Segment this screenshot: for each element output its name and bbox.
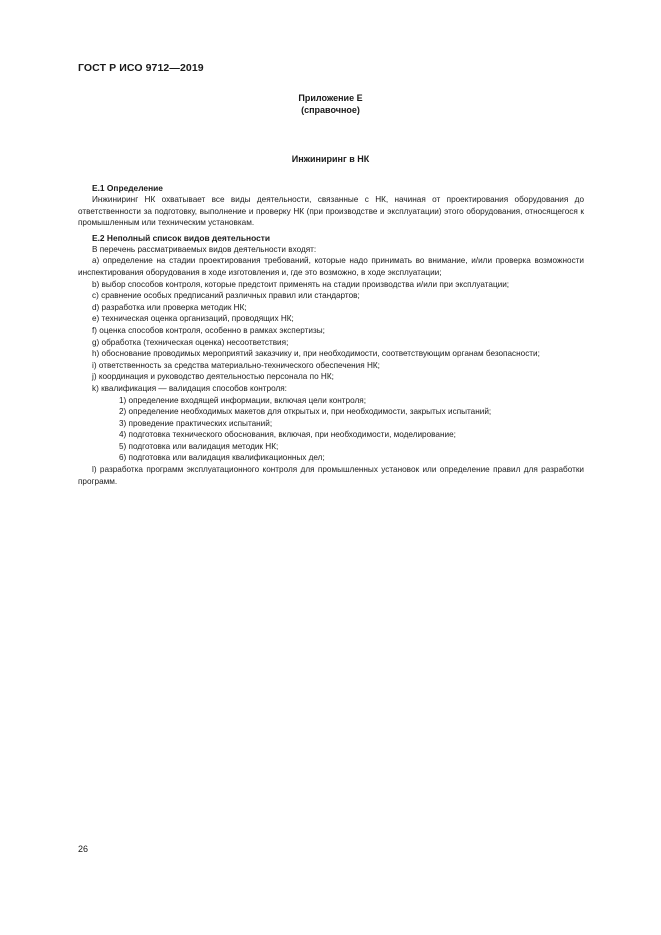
list-item: l) разработка программ эксплуатационного контроля для промышленных установок или определение правил для разработки программ. — [78, 465, 584, 486]
list-item: f) оценка способов контроля, особенно в рамках экспертизы; — [92, 325, 325, 335]
sub-list-item: 6) подготовка или валидация квалификационных дел; — [119, 453, 325, 463]
list-item: h) обоснование проводимых мероприятий заказчику и, при необходимости, соответствующим органам безопасности; — [92, 349, 540, 359]
section-e1-paragraph: Инжиниринг НК охватывает все виды деятельности, связанные с НК, начиная от проектирования оборудования до ответственности за подготовку, выполнение и проверку НК (при производстве и эксплуатации) этого оборудования, относящегося к промышленным или техническим установкам. — [78, 195, 584, 228]
document-header: ГОСТ Р ИСО 9712—2019 — [78, 62, 204, 74]
list-item: j) координация и руководство деятельностью персонала по НК; — [92, 372, 334, 382]
sub-list-item: 3) проведение практических испытаний; — [119, 418, 273, 428]
list-item: b) выбор способов контроля, которые предстоит применять на стадии производства и/или при эксплуатации; — [92, 279, 510, 289]
list-item: i) ответственность за средства материально-технического обеспечения НК; — [92, 360, 380, 370]
list-item: g) обработка (техническая оценка) несоответствия; — [92, 337, 289, 347]
sub-list-item: 5) подготовка или валидация методик НК; — [119, 441, 279, 451]
section-e2-heading: Е.2 Неполный список видов деятельности — [92, 232, 270, 243]
section-title: Инжиниринг в НК — [291, 154, 370, 164]
list-item: d) разработка или проверка методик НК; — [92, 302, 247, 312]
section-e1-heading: Е.1 Определение — [92, 183, 163, 193]
list-item: a) определение на стадии проектирования требований, которые надо принимать во внимание, и/или проверка возможности инспектирования оборудования в ходе изготовления и, где это возможно, в ходе эксплуатации; — [78, 256, 584, 277]
appendix-subtitle: (справочное) — [301, 105, 360, 115]
list-item: e) техническая оценка организаций, проводящих НК; — [92, 314, 294, 324]
sub-list-item: 4) подготовка технического обоснования, включая, при необходимости, моделирование; — [119, 430, 456, 440]
list-item: k) квалификация — валидация способов контроля: — [92, 383, 287, 393]
document-body — [78, 182, 584, 487]
list-item: c) сравнение особых предписаний различных правил или стандартов; — [92, 291, 360, 301]
appendix-title: Приложение Е — [298, 93, 363, 103]
section-e2-intro: В перечень рассматриваемых видов деятельности входят: — [92, 244, 317, 254]
appendix-heading — [0, 92, 661, 116]
sub-list-item: 2) определение необходимых макетов для открытых и, при необходимости, закрытых испытаний; — [119, 407, 492, 417]
page-number: 26 — [78, 844, 89, 854]
sub-list-item: 1) определение входящей информации, включая цели контроля; — [119, 395, 366, 405]
